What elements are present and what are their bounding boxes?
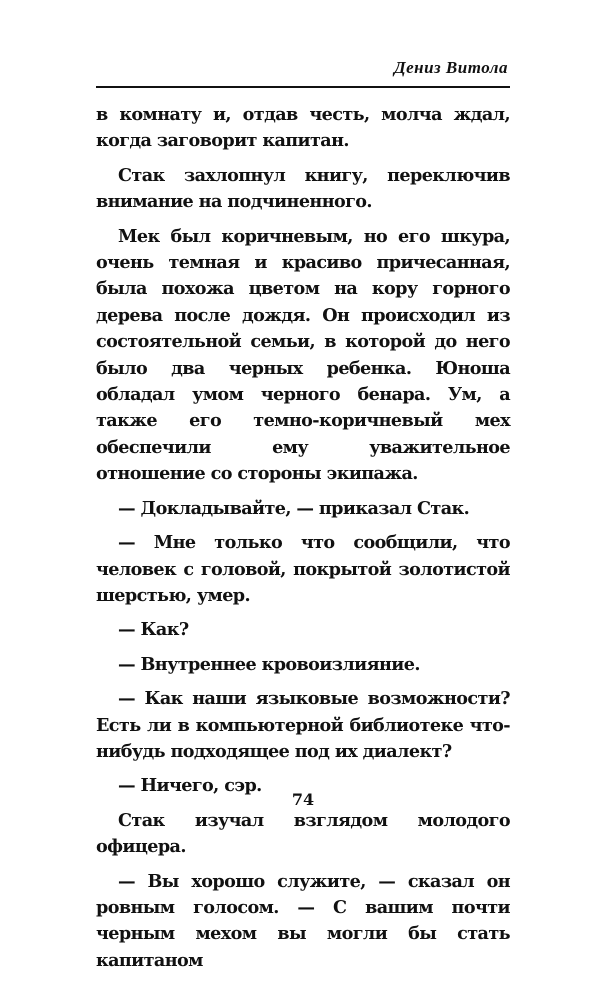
paragraph: — Внутреннее кровоизлияние. [118, 653, 420, 675]
paragraph: Стак захлопнул книгу, переключив внимание на подчиненного. [96, 164, 510, 213]
paragraph: Мек был коричневым, но его шкура, очень темная и красиво причесанная, была похожа цветом на кору горного дерева после дождя. Он происходил из состоятельной семьи, в которой до него было два черных ребенка. Юноша обладал умом черного бенара. Ум, а также его темно-коричневый мех обеспечили ему уважительное отношение со стороны экипажа. [96, 225, 510, 485]
header-rule [96, 86, 510, 88]
running-head-author: Дениз Витола [393, 58, 508, 77]
page-number: 74 [291, 790, 315, 809]
paragraph: — Ничего, сэр. [118, 775, 262, 797]
paragraph: — Как? [118, 619, 189, 641]
paragraph: — Мне только что сообщили, что человек с головой, покрытой золотистой шерстью, умер. [96, 532, 510, 606]
paragraph: Стак изучал взглядом молодого офицера. [96, 809, 510, 858]
paragraph: — Вы хорошо служите, — сказал он ровным голосом. — С вашим почти черным мехом вы могли бы стать капитаном [96, 870, 510, 971]
paragraph: — Докладывайте, — приказал Стак. [118, 497, 470, 519]
body-text [96, 102, 510, 982]
paragraph: в комнату и, отдав честь, молча ждал, когда заговорит капитан. [96, 104, 510, 152]
paragraph: — Как наши языковые возможности? Есть ли в компьютерной библиотеке что-нибудь подходящее под их диалект? [96, 688, 510, 762]
